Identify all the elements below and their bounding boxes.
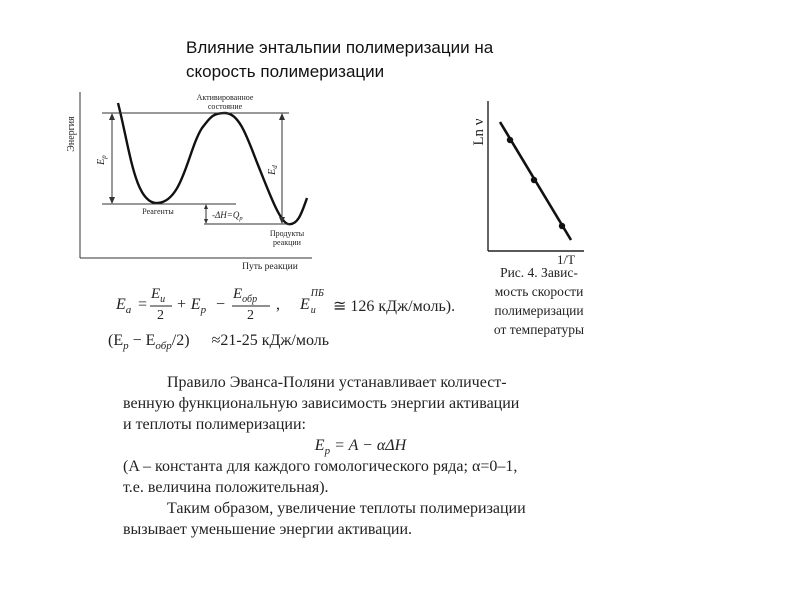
paragraph-line: и теплоты полимеризации: (123, 416, 306, 433)
paragraph-line: вызывает уменьшение энергии активации. (123, 521, 413, 538)
dh-arrow-head-bottom (204, 219, 208, 224)
caption-line3: полимеризации (494, 303, 584, 318)
ed-label: $E_d$ (267, 165, 279, 175)
ep-arrow-head-top (109, 113, 115, 120)
slide-title-line2: скорость полимеризации (186, 62, 385, 81)
dh-arrow-head-top (204, 204, 208, 209)
energy-diagram (66, 92, 312, 272)
lnv-point (559, 223, 565, 229)
transition-state-label-line1: Активированное (196, 93, 254, 102)
caption-line1: Рис. 4. Завис- (500, 265, 578, 280)
second-formula: $(E_p - E_{обр}/2) \approx 21-25$ кДж/моль (108, 332, 330, 353)
energy-y-label: Энергия (66, 116, 77, 152)
ep-label: $E_p$ (96, 155, 108, 165)
paragraph-line: Таким образом, увеличение теплоты полимеризации (167, 500, 526, 517)
frac2-denominator: 2 (247, 308, 254, 323)
figure-caption (478, 263, 600, 339)
paragraph-line: (A – константа для каждого гомологического ряда; α=0–1, (123, 458, 518, 475)
dh-label: $-\Delta H=Q_p$ (212, 210, 243, 222)
lnv-x-label: 1/T (556, 252, 576, 267)
eu-pb-value: ≅ 126 кДж/моль). (333, 298, 456, 315)
frac1-denominator: 2 (157, 308, 164, 323)
arrhenius-plot (471, 101, 584, 267)
reactants-label: Реагенты (142, 207, 174, 216)
caption-line2: мость скорости (494, 284, 584, 299)
ep-arrow-head-bottom (109, 197, 115, 204)
energy-x-label: Путь реакции (242, 262, 298, 272)
frac2-numerator: $E_{обр}$ (233, 286, 258, 305)
slide-title-line1: Влияние энтальпии полимеризации на (186, 38, 494, 57)
ea-symbol: $E_a$ (116, 296, 132, 317)
ea-equals: = (138, 296, 148, 313)
caption-line4: от температуры (493, 322, 585, 337)
eu-pb-symbol: E ПБ $_и$ (300, 288, 324, 317)
paragraph-line: т.е. величина положительная). (123, 479, 329, 496)
evans-polanyi-paragraph (123, 372, 598, 540)
energy-curve (118, 103, 307, 224)
lnv-point (507, 137, 513, 143)
frac1-numerator: $E_и$ (151, 286, 166, 305)
lnv-point (531, 177, 537, 183)
paragraph-line: венную функциональную зависимость энергии активации (123, 395, 520, 412)
lnv-y-label: Ln ν (471, 118, 487, 146)
plus-ep: + $E_p$ (176, 296, 207, 317)
paragraph-line: Правило Эванса-Поляни устанавливает количест- (167, 374, 507, 391)
formula-comma: , (276, 296, 280, 313)
products-label-line2: реакции (273, 238, 301, 247)
transition-state-label-line2: состояние (207, 102, 243, 111)
ed-arrow-head-top (279, 113, 285, 120)
second-formula-value: ≈21-25 кДж/моль (211, 332, 330, 349)
products-label-line1: Продукты (269, 229, 305, 238)
evans-polanyi-equation: $E_p = A - \alpha\Delta H$ (314, 437, 407, 458)
minus-sign: − (216, 296, 226, 313)
